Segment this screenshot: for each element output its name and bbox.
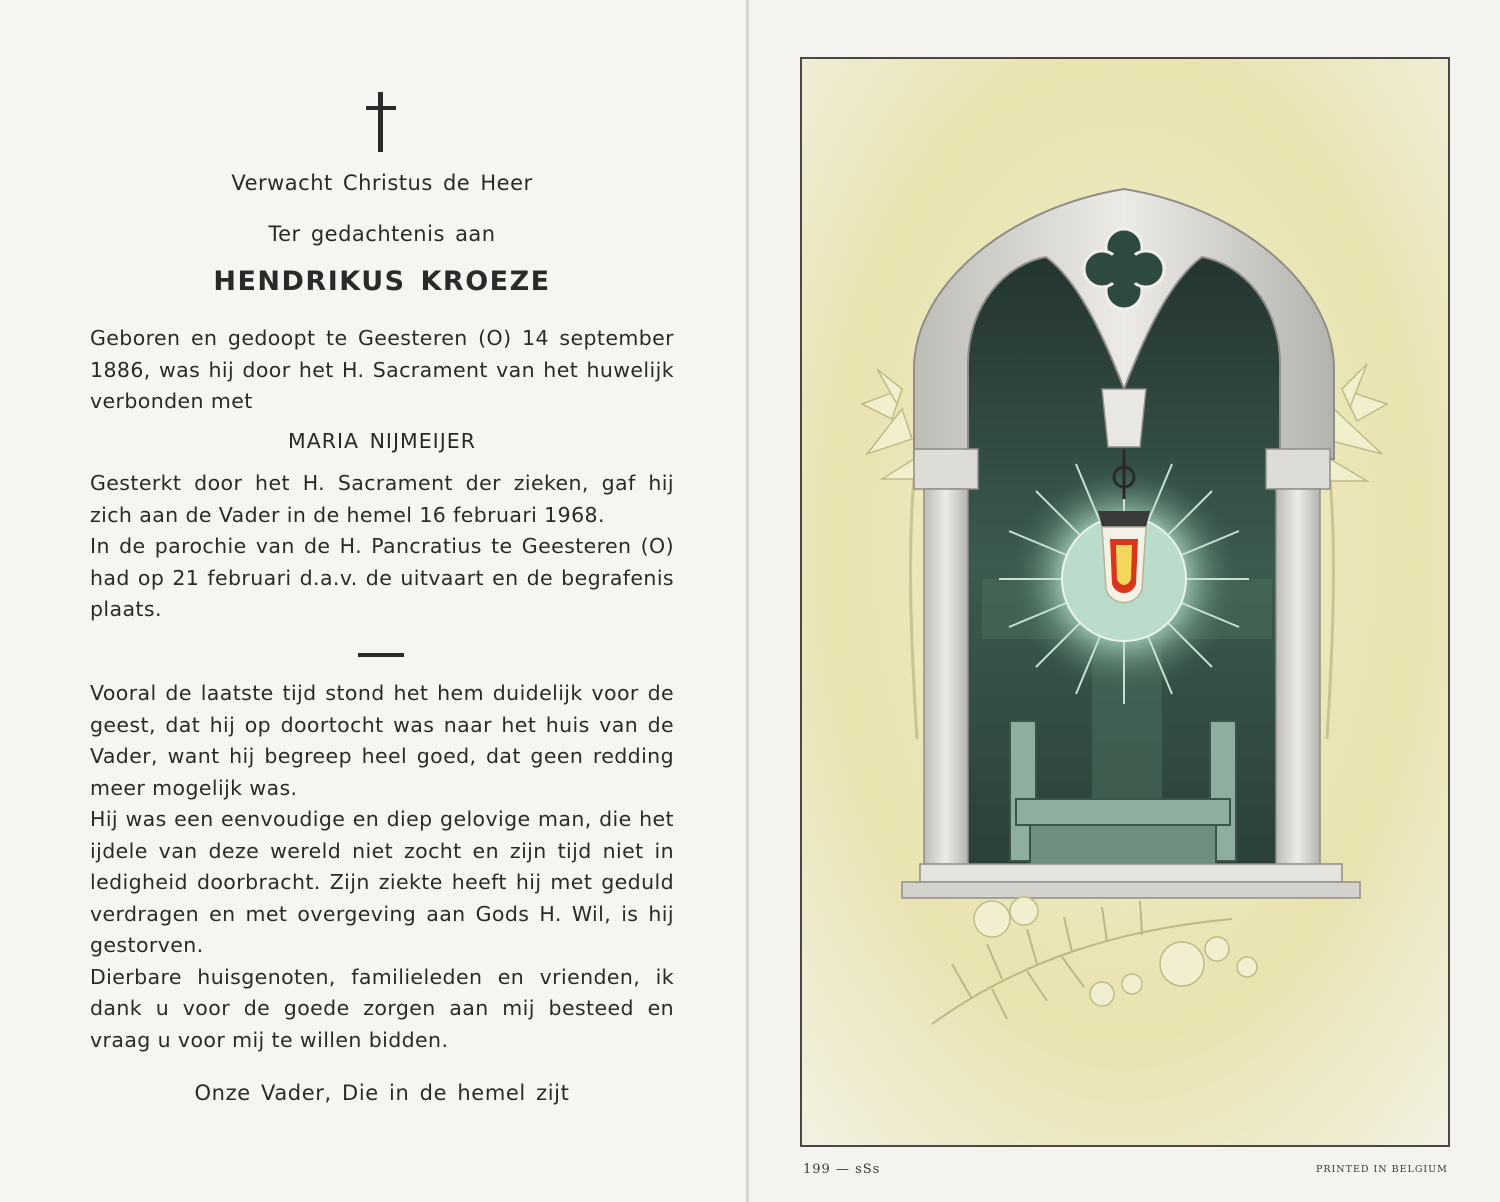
- birth-paragraph: [90, 323, 674, 418]
- invocation-text: Verwacht Christus de Heer: [231, 171, 533, 195]
- right-column: [1266, 449, 1330, 869]
- deceased-name: HENDRIKUS KROEZE: [213, 266, 551, 297]
- death-text-2: In de parochie van de H. Pancratius te Geesteren (O) had op 21 februari d.a.v. de uitvaart en de begrafenis plaats.: [90, 534, 674, 621]
- body-text-1: Vooral de laatste tijd stond het hem duidelijk voor de geest, dat hij op doortocht was naar het huis van de Vader, want hij begreep heel goed, dat geen redding meer mogelijk was.: [90, 681, 674, 800]
- left-column: [914, 449, 978, 869]
- spouse-name: MARIA NIJMEIJER: [288, 429, 476, 453]
- cross-icon: [366, 92, 396, 152]
- altar-base: [902, 864, 1360, 898]
- body-text-2: Hij was een eenvoudige en diep gelovige man, die het ijdele van deze wereld niet zocht en zijn tijd niet in ledigheid doorbracht. Zijn ziekte heeft hij met geduld verdragen en met overgeving aan Gods H. Wil, is hij gestorven.: [90, 807, 674, 957]
- devotional-picture: [800, 57, 1450, 1147]
- death-paragraphs: [90, 468, 674, 626]
- body-text-3: Dierbare huisgenoten, familieleden en vrienden, ik dank u voor de goede zorgen aan mij besteed en vraag u voor mij te willen bidden.: [90, 964, 674, 1052]
- closing-prayer: Onze Vader, Die in de hemel zijt: [194, 1081, 570, 1105]
- memorial-body: [90, 678, 674, 1056]
- divider-line: [358, 653, 404, 657]
- altar-illustration: [802, 59, 1448, 1145]
- birth-text: Geboren en gedoopt te Geesteren (O) 14 september 1886, was hij door het H. Sacrament van het huwelijk verbonden met: [90, 326, 674, 413]
- memorial-text: Ter gedachtenis aan: [268, 222, 496, 246]
- printer-note: PRINTED IN BELGIUM: [1316, 1164, 1448, 1175]
- death-text-1: Gesterkt door het H. Sacrament der zieken, gaf hij zich aan de Vader in de hemel 16 februari 1968.: [90, 471, 674, 527]
- print-code: 199 — sSs: [803, 1162, 881, 1177]
